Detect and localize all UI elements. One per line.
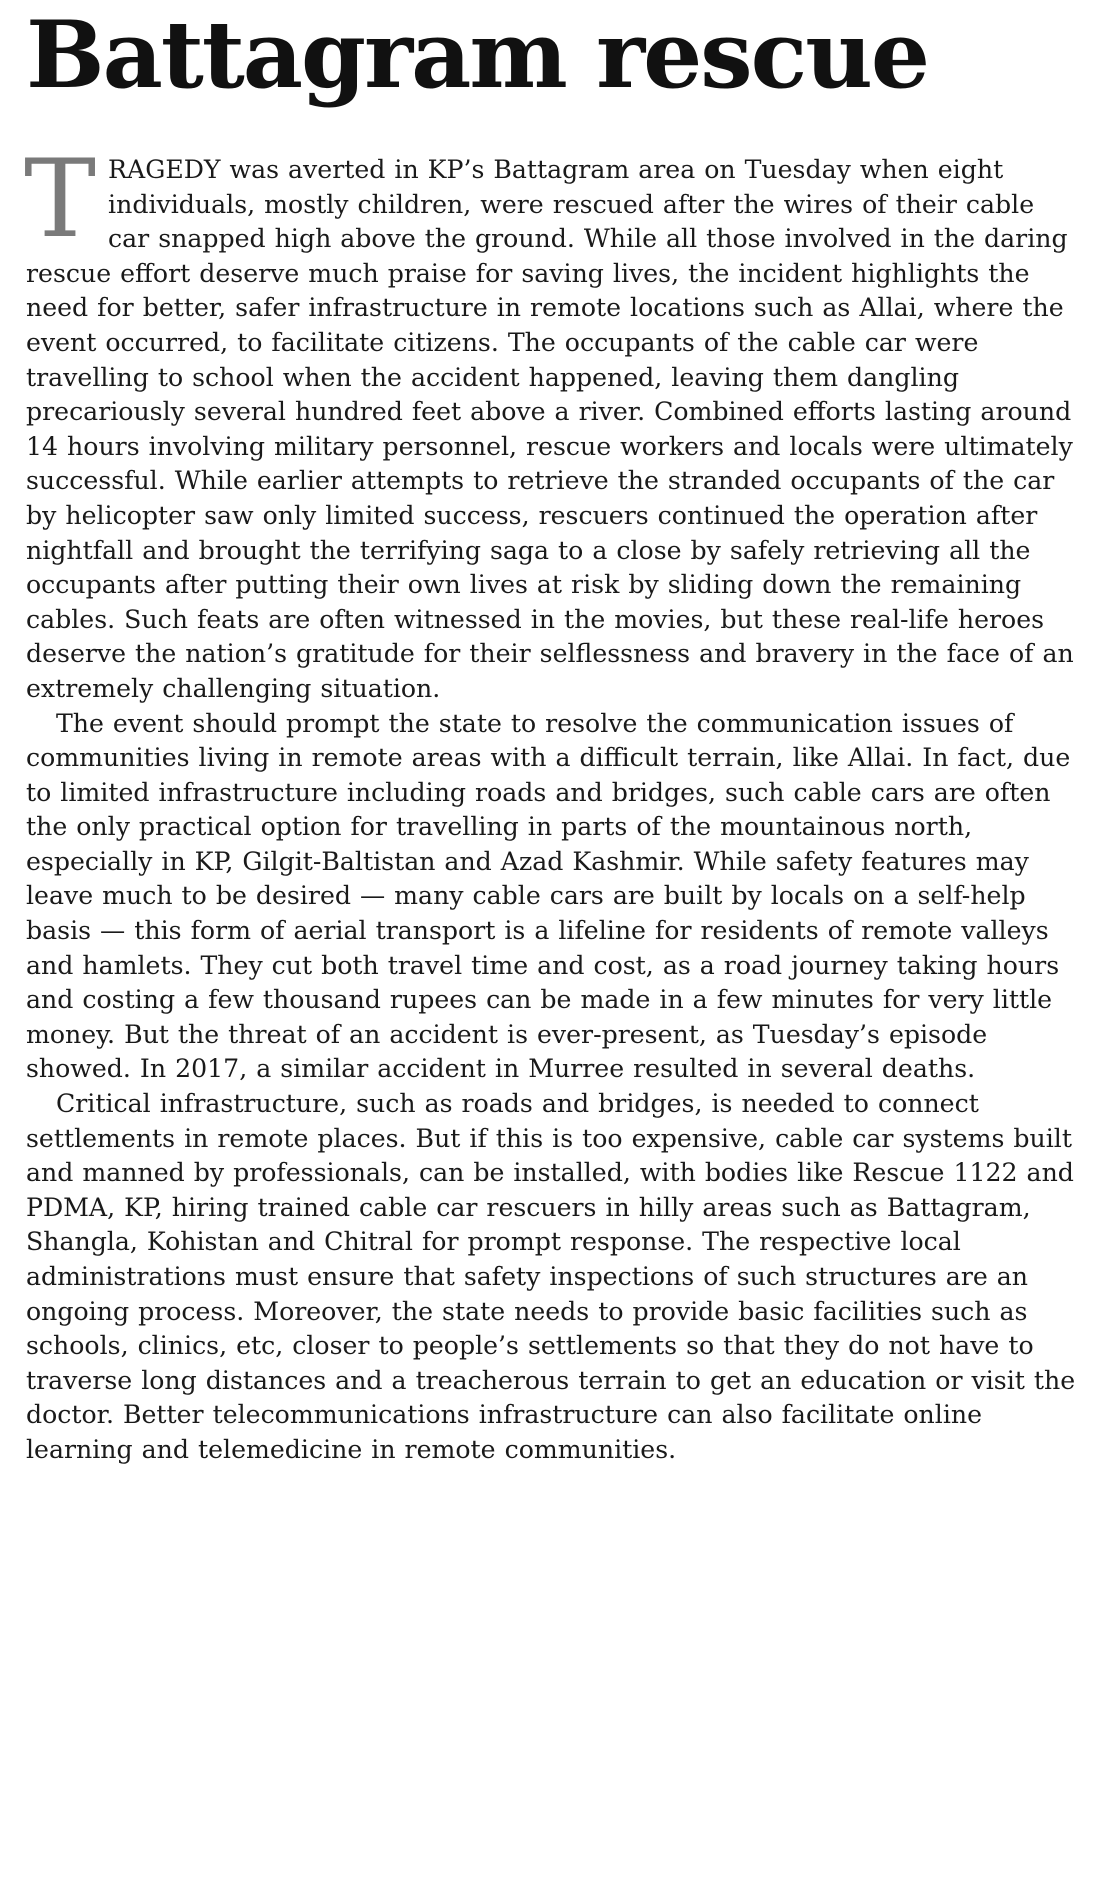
paragraph-3: Critical infrastructure, such as roads and bridges, is needed to connect settlements in remote places. But if this is too expensive, cable car systems built and manned by professionals, can be installed, with bodies like Rescue 1122 and PDMA, KP, hiring trained cable car rescuers in hilly areas such as Battagram, Shangla, Kohistan and Chitral for prompt response. The respective local administrations must ensure that safety inspections of such structures are an ongoing process. Moreover, the state needs to provide basic facilities such as schools, clinics, etc, closer to people’s settlements so that they do not have to traverse long distances and a treacherous terrain to get an education or visit the doctor. Better telecommunications infrastructure can also facilitate online learning and telemedicine in remote communities. [26, 1089, 1076, 1464]
headline: Battagram rescue [26, 0, 929, 109]
paragraph-1-text: RAGEDY was averted in KP’s Battagram area on Tuesday when eight individuals, mostly children, were rescued after the wires of their cable car snapped high above the ground. While all those involved in the daring rescue effort deserve much praise for saving lives, the incident highlights the need for better, safer infrastructure in remote locations such as Allai, where the event occurred, to facilitate citizens. The occupants of the cable car were travelling to school when the accident happened, leaving them dangling precariously several hundred feet above a river. Combined efforts lasting around 14 hours involving military personnel, rescue workers and locals were ultimately successful. While earlier attempts to retrieve the stranded occupants of the car by helicopter saw only limited success, rescuers continued the operation after nightfall and brought the terrifying saga to a close by safely retrieving all the occupants after putting their own lives at risk by sliding down the remaining cables. Such feats are often witnessed in the movies, but these real-life heroes deserve the nation’s gratitude for their selflessness and bravery in the face of an extremely challenging situation. [26, 155, 1074, 703]
paragraph-1 [24, 137, 1078, 707]
editorial-article [24, 0, 1078, 1468]
drop-cap: T [24, 137, 97, 262]
paragraph-2: The event should prompt the state to resolve the communication issues of communities living in remote areas with a difficult terrain, like Allai. In fact, due to limited infrastructure including roads and bridges, such cable cars are often the only practical option for travelling in parts of the mountainous north, especially in KP, Gilgit-Baltistan and Azad Kashmir. While safety features may leave much to be desired — many cable cars are built by locals on a self-help basis — this form of aerial transport is a lifeline for residents of remote valleys and hamlets. They cut both travel time and cost, as a road journey taking hours and costing a few thousand rupees can be made in a few minutes for very little money. But the threat of an accident is ever-present, as Tuesday’s episode showed. In 2017, a similar accident in Murree resulted in several deaths. [26, 708, 1071, 1084]
